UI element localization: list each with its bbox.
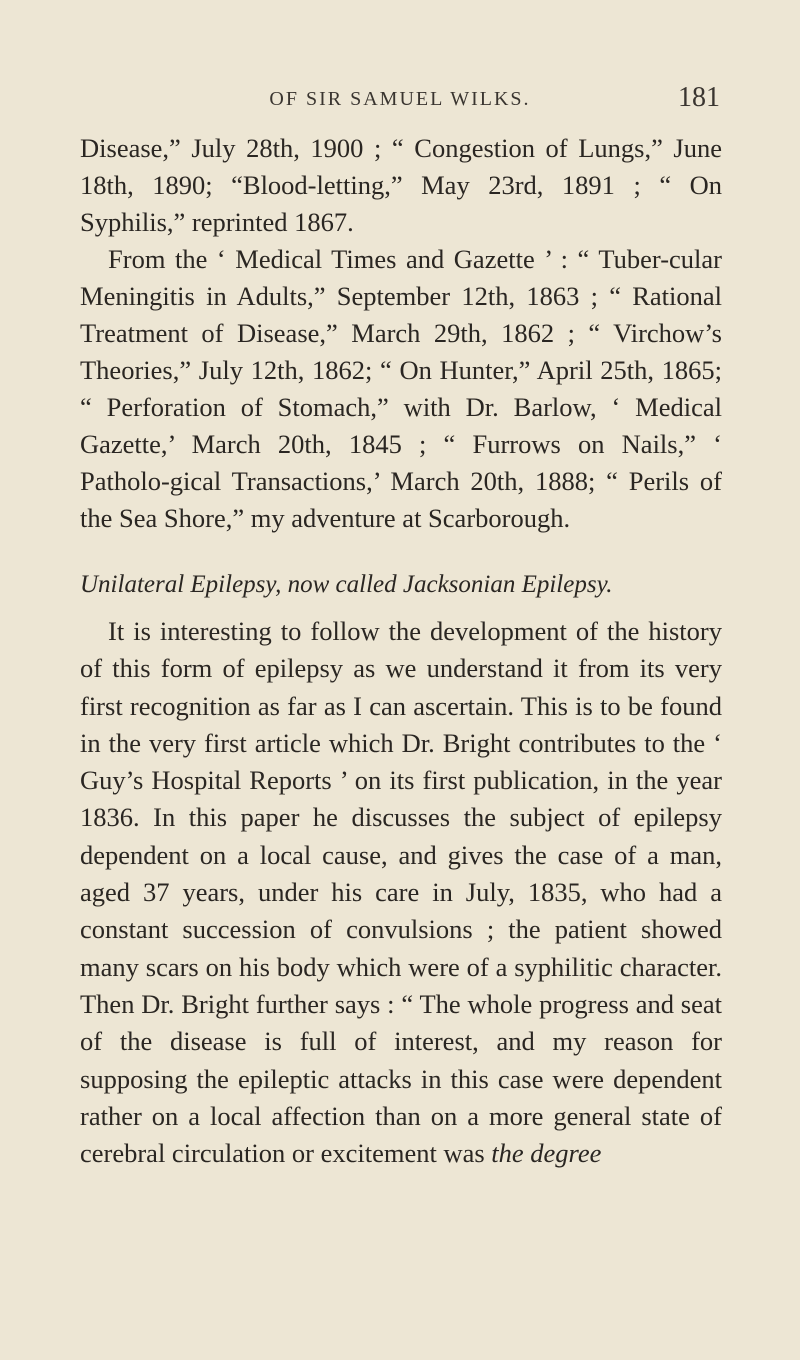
paragraph-epilepsy-italic-end: the degree xyxy=(491,1138,602,1169)
paragraph-references-continued: Disease,” July 28th, 1900 ; “ Congestion of Lungs,” June 18th, 1890; “Blood-letting,” May 23rd, 1891 ; “ On Syphilis,” reprinted 1867. xyxy=(80,133,722,237)
section-heading: Unilateral Epilepsy, now called Jacksonian Epilepsy. xyxy=(80,571,613,598)
paragraph-epilepsy-text: It is interesting to follow the development of the history of this form of epilepsy as we understand it from its very first recognition as far as I can ascertain. This is to be found in the very first article which Dr. Bright contributes to the ‘ Guy’s Hospital Reports ’ on its first publication, in the year 1836. In this paper he discusses the subject of epilepsy dependent on a local cause, and gives the case of a man, aged 37 years, under his care in July, 1835, who had a constant succession of convulsions ; the patient showed many scars on his body which were of a syphilitic character. Then Dr. Bright further says : “ The whole progress and seat of the disease is full of interest, and my reason for supposing the epileptic attacks in this case were dependent rather on a local affection than on a more general state of cerebral circulation or excitement was xyxy=(80,616,722,1169)
paragraph-medical-times-references: From the ‘ Medical Times and Gazette ’ : “ Tuber-cular Meningitis in Adults,” September 12th, 1863 ; “ Rational Treatment of Disease,” March 29th, 1862 ; “ Virchow’s Theories,” July 12th, 1862; “ On Hunter,” April 25th, 1865; “ Perforation of Stomach,” with Dr. Barlow, ‘ Medical Gazette,’ March 20th, 1845 ; “ Furrows on Nails,” ‘ Patholo-gical Transactions,’ March 20th, 1888; “ Perils of the Sea Shore,” my adventure at Scarborough. xyxy=(80,244,722,533)
paragraph-epilepsy-history xyxy=(80,613,722,1172)
body-text xyxy=(80,130,722,1172)
page-number: 181 xyxy=(678,82,720,113)
running-title: OF SIR SAMUEL WILKS. xyxy=(269,88,531,110)
running-head xyxy=(80,82,720,122)
